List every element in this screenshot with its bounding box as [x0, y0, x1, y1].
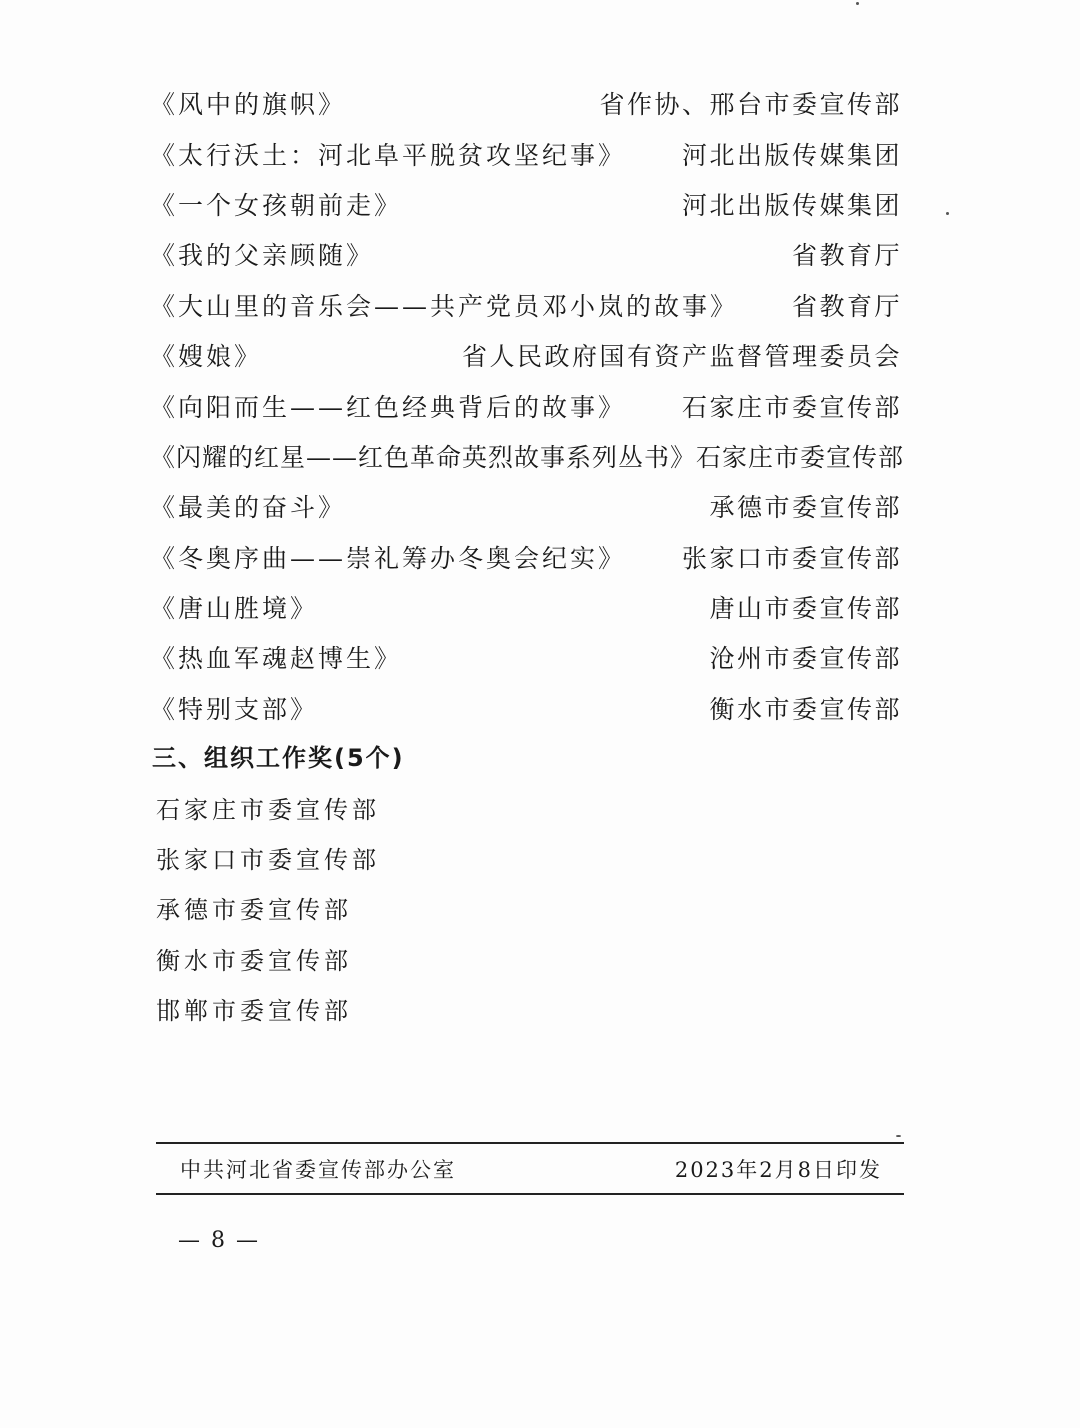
scan-speck [856, 2, 859, 5]
work-title: 《最美的奋斗》 [150, 493, 347, 523]
work-org: 省人民政府国有资产监督管理委员会 [461, 342, 902, 372]
organization-award-list [156, 782, 380, 1033]
work-row [150, 632, 902, 682]
work-org: 河北出版传媒集团 [681, 190, 902, 220]
work-row [150, 380, 902, 430]
work-row [150, 582, 902, 632]
footer-issuer: 中共河北省委宣传部办公室 [180, 1158, 456, 1182]
work-row [150, 532, 902, 582]
work-org: 张家口市委宣传部 [681, 543, 902, 573]
work-org: 石家庄市委宣传部 [681, 392, 902, 422]
work-title: 《热血军魂赵博生》 [150, 644, 403, 674]
award-item: 石家庄市委宣传部 [156, 795, 380, 824]
scan-speck [896, 1135, 901, 1137]
scan-speck [946, 212, 949, 215]
work-title: 《特别支部》 [150, 694, 319, 724]
work-org: 省作协、邢台市委宣传部 [599, 90, 902, 120]
work-row [150, 431, 905, 481]
work-row [150, 229, 902, 279]
work-title: 《大山里的音乐会——共产党员邓小岚的故事》 [150, 291, 739, 321]
section-heading: 三、组织工作奖(5个) [152, 744, 405, 772]
work-row [150, 481, 902, 531]
work-title: 《唐山胜境》 [150, 594, 319, 624]
work-title: 《风中的旗帜》 [150, 90, 347, 120]
page-number: — 8 — [178, 1228, 260, 1253]
work-org: 唐山市委宣传部 [709, 594, 902, 624]
work-title: 《我的父亲顾随》 [150, 241, 375, 271]
work-title: 《闪耀的红星——红色革命英烈故事系列丛书》 [150, 442, 697, 472]
work-title: 《嫂娘》 [150, 342, 263, 372]
work-org: 承德市委宣传部 [709, 493, 902, 523]
work-org: 石家庄市委宣传部 [696, 442, 905, 472]
work-title: 《太行沃土：河北阜平脱贫攻坚纪事》 [150, 140, 627, 170]
works-list [150, 78, 905, 733]
work-org: 省教育厅 [791, 241, 902, 271]
footer [180, 1150, 882, 1188]
work-title: 《向阳而生——红色经典背后的故事》 [150, 392, 627, 422]
award-item: 衡水市委宣传部 [156, 946, 352, 975]
work-row [150, 330, 902, 380]
footer-bottom-rule [156, 1193, 904, 1195]
award-item: 承德市委宣传部 [156, 896, 352, 925]
work-org: 省教育厅 [791, 291, 902, 321]
footer-top-rule [156, 1142, 904, 1144]
work-title: 《一个女孩朝前走》 [150, 190, 403, 220]
work-row [150, 280, 902, 330]
work-row [150, 683, 902, 733]
work-row [150, 128, 902, 178]
award-item: 张家口市委宣传部 [156, 845, 380, 874]
work-title: 《冬奥序曲——崇礼筹办冬奥会纪实》 [150, 543, 627, 573]
work-org: 衡水市委宣传部 [709, 694, 902, 724]
footer-date: 2023年2月8日印发 [674, 1158, 882, 1182]
work-org: 沧州市委宣传部 [709, 644, 902, 674]
award-item: 邯郸市委宣传部 [156, 996, 352, 1025]
work-org: 河北出版传媒集团 [681, 140, 902, 170]
work-row [150, 179, 902, 229]
work-row [150, 78, 902, 128]
